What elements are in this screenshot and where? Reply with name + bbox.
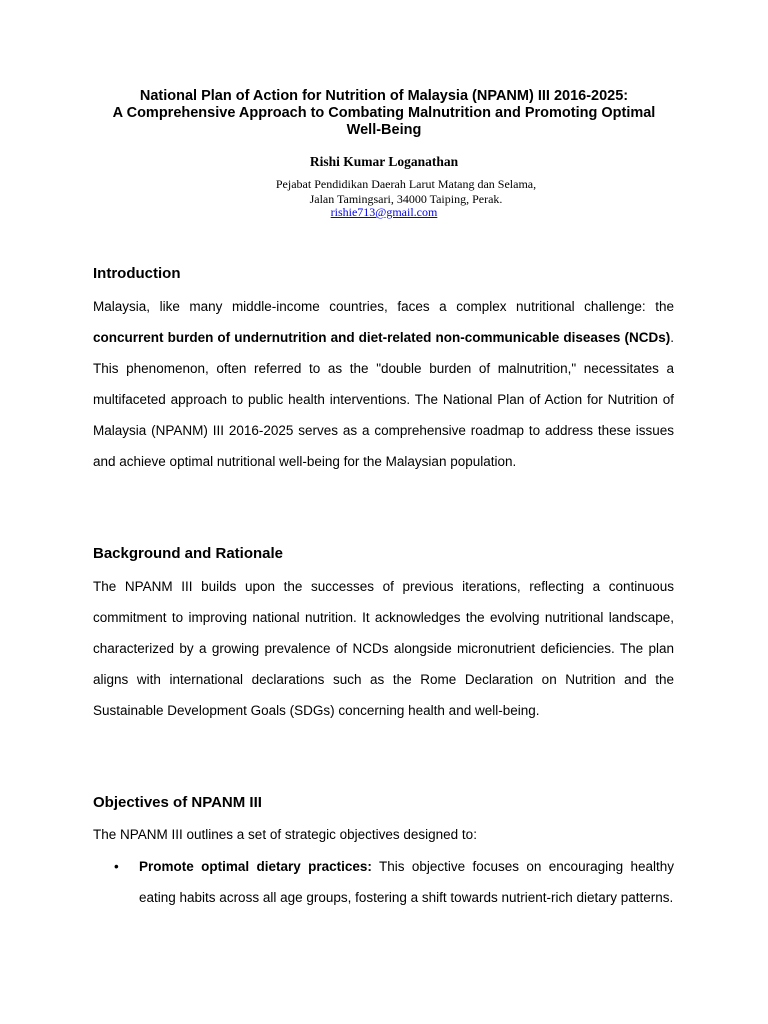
introduction-bold-text: concurrent burden of undernutrition and diet-related non-communicable diseases (NCDs)	[93, 330, 671, 345]
objectives-heading: Objectives of NPANM III	[93, 794, 262, 811]
affiliation-line-1: Pejabat Pendidikan Daerah Larut Matang dan Selama,	[275, 177, 537, 191]
author-affiliation	[230, 177, 582, 206]
list-item-text: This objective focuses on encouraging healthy eating habits across all age groups, fostering a shift towards nutrient-rich dietary patterns.	[139, 859, 674, 905]
title-line-1: National Plan of Action for Nutrition of Malaysia (NPANM) III 2016-2025:	[139, 88, 629, 104]
title-line-3: Well-Being	[346, 122, 422, 138]
affiliation-line-2: Jalan Tamingsari, 34000 Taiping, Perak.	[309, 191, 503, 206]
introduction-paragraph	[93, 291, 674, 477]
author-email-link[interactable]: rishie713@gmail.com	[330, 205, 438, 219]
bullet-icon: •	[114, 859, 119, 874]
list-item	[139, 851, 674, 913]
introduction-text-start: Malaysia, like many middle-income countries, faces a complex nutritional challenge: the	[93, 299, 674, 314]
paper-title	[88, 88, 680, 139]
objectives-intro: The NPANM III outlines a set of strategic objectives designed to:	[93, 827, 477, 842]
title-line-2: A Comprehensive Approach to Combating Malnutrition and Promoting Optimal	[112, 105, 656, 121]
list-item-bold: Promote optimal dietary practices:	[139, 859, 372, 874]
introduction-heading: Introduction	[93, 265, 181, 282]
background-heading: Background and Rationale	[93, 545, 284, 562]
background-paragraph: The NPANM III builds upon the successes of previous iterations, reflecting a continuous commitment to improving national nutrition. It acknowledges the evolving nutritional landscape, characterized by a growing prevalence of NCDs alongside micronutrient deficiencies. The plan aligns with international declarations such as the Rome Declaration on Nutrition and the Sustainable Development Goals (SDGs) concerning health and well-being.	[93, 579, 674, 718]
author-name: Rishi Kumar Loganathan	[309, 154, 459, 169]
introduction-text-end: . This phenomenon, often referred to as the "double burden of malnutrition," necessitates a multifaceted approach to public health interventions. The National Plan of Action for Nutrition of Malaysia (NPANM) III 2016-2025 serves as a comprehensive roadmap to address these issues and achieve optimal nutritional well-being for the Malaysian population.	[93, 330, 674, 469]
